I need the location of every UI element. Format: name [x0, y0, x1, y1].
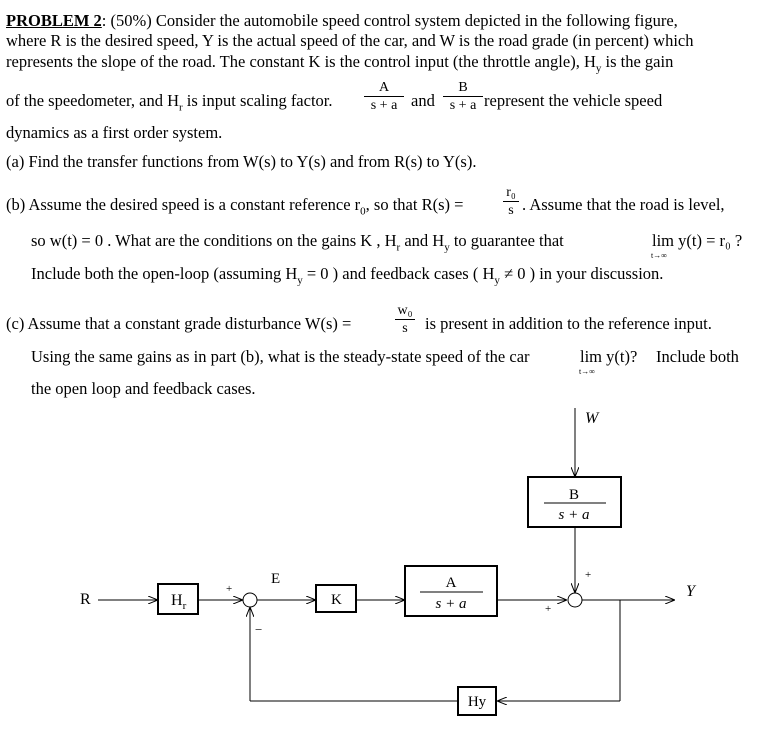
- intro-line-4-b: is input scaling factor.: [182, 91, 333, 110]
- part-b-line-2-sub-2: y: [444, 241, 450, 254]
- b-block-denominator: s + a: [558, 507, 590, 523]
- intro-line-1: Consider the automobile speed control system depicted in the following figure,: [155, 11, 678, 30]
- summer-2-plus-sign-top: +: [585, 569, 592, 581]
- part-b-line-2-b: and H: [400, 231, 445, 250]
- and-word: and: [411, 91, 435, 110]
- part-c-line-2-a: Using the same gains as in part (b), what is the steady-state speed of the car: [31, 347, 530, 366]
- part-c-line-3: the open loop and feedback cases.: [31, 379, 256, 398]
- disturbance-w-label: W: [585, 410, 599, 427]
- fraction-numerator: B: [458, 80, 468, 95]
- part-c-line-2-b: Include both: [656, 347, 739, 366]
- input-r-label: R: [80, 591, 91, 608]
- part-b-line-1-b: , so that R(s) =: [365, 195, 464, 214]
- summer-1-plus-sign: +: [226, 583, 233, 595]
- fraction-numerator: r₀: [506, 185, 516, 200]
- problem-weight: (50%): [110, 11, 152, 30]
- heading-colon: :: [101, 11, 107, 30]
- part-b-line-3-c: ≠ 0 ) in your discussion.: [499, 264, 664, 283]
- output-y-label: Y: [686, 583, 695, 600]
- part-c-limit: lim y(t)?: [580, 347, 638, 366]
- a-block-denominator: s + a: [435, 596, 467, 612]
- a-block-numerator: A: [445, 575, 457, 591]
- part-b-line-3-b: = 0 ) and feedback cases ( H: [302, 264, 495, 283]
- part-c-limit-sub: t→∞: [579, 367, 595, 376]
- part-b-line-1-a: (b) Assume the desired speed is a constant reference r: [6, 195, 361, 214]
- part-b-limit: lim y(t) = r₀ ?: [652, 231, 743, 250]
- intro-line-3-end: is the gain: [601, 52, 674, 71]
- part-b-limit-sub: t→∞: [651, 251, 667, 260]
- summing-junction-2: [568, 593, 582, 607]
- summing-junction-1: [243, 593, 257, 607]
- fraction-numerator: w₀: [397, 303, 413, 318]
- intro-line-3-text: represents the slope of the road. The constant K is the control input (the throttle angle), H: [6, 52, 596, 71]
- part-b-line-3-a: Include both the open-loop (assuming H: [31, 264, 298, 283]
- fraction-numerator: A: [378, 80, 390, 95]
- problem-heading: PROBLEM 2: [6, 11, 102, 30]
- hr-block-label: $H_r$: [171, 592, 187, 612]
- part-b-line-3-sub-2: y: [494, 274, 500, 287]
- summer-1-minus-sign: −: [255, 622, 263, 637]
- fraction-denominator: s + a: [449, 98, 477, 113]
- b-block-numerator: B: [568, 487, 580, 503]
- summer-2-plus-sign-left: +: [545, 603, 552, 615]
- hy-block-label: Hy: [467, 694, 487, 710]
- part-b-line-3-sub-1: y: [297, 274, 303, 287]
- part-b-line-2-c: to guarantee that: [449, 231, 564, 250]
- part-b-line-2-a: so w(t) = 0 . What are the conditions on the gains K , H: [31, 231, 397, 250]
- part-c-line-1-a: (c) Assume that a constant grade disturbance W(s) =: [6, 314, 352, 333]
- part-b-line-1-sub: 0: [360, 205, 366, 218]
- error-e-label: E: [271, 571, 281, 587]
- intro-line-3-sub: y: [595, 62, 602, 75]
- intro-line-2: where R is the desired speed, Y is the actual speed of the car, and W is the road grade (in percent) which: [6, 31, 694, 50]
- intro-line-4-sub: r: [178, 101, 183, 114]
- part-b-line-2-sub-1: r: [396, 241, 401, 254]
- part-a-text: (a) Find the transfer functions from W(s) to Y(s) and from R(s) to Y(s).: [6, 152, 477, 171]
- fraction-denominator: s + a: [370, 98, 398, 113]
- intro-line-4-end: represent the vehicle speed: [484, 91, 663, 110]
- intro-line-4-a: of the speedometer, and H: [6, 91, 179, 110]
- part-b-line-1-c: . Assume that the road is level,: [522, 195, 725, 214]
- intro-line-5: dynamics as a first order system.: [6, 123, 223, 142]
- part-c-line-1-b: is present in addition to the reference input.: [425, 314, 712, 333]
- fraction-denominator: s: [508, 203, 514, 218]
- fraction-denominator: s: [402, 321, 408, 336]
- k-block-label: K: [331, 592, 342, 608]
